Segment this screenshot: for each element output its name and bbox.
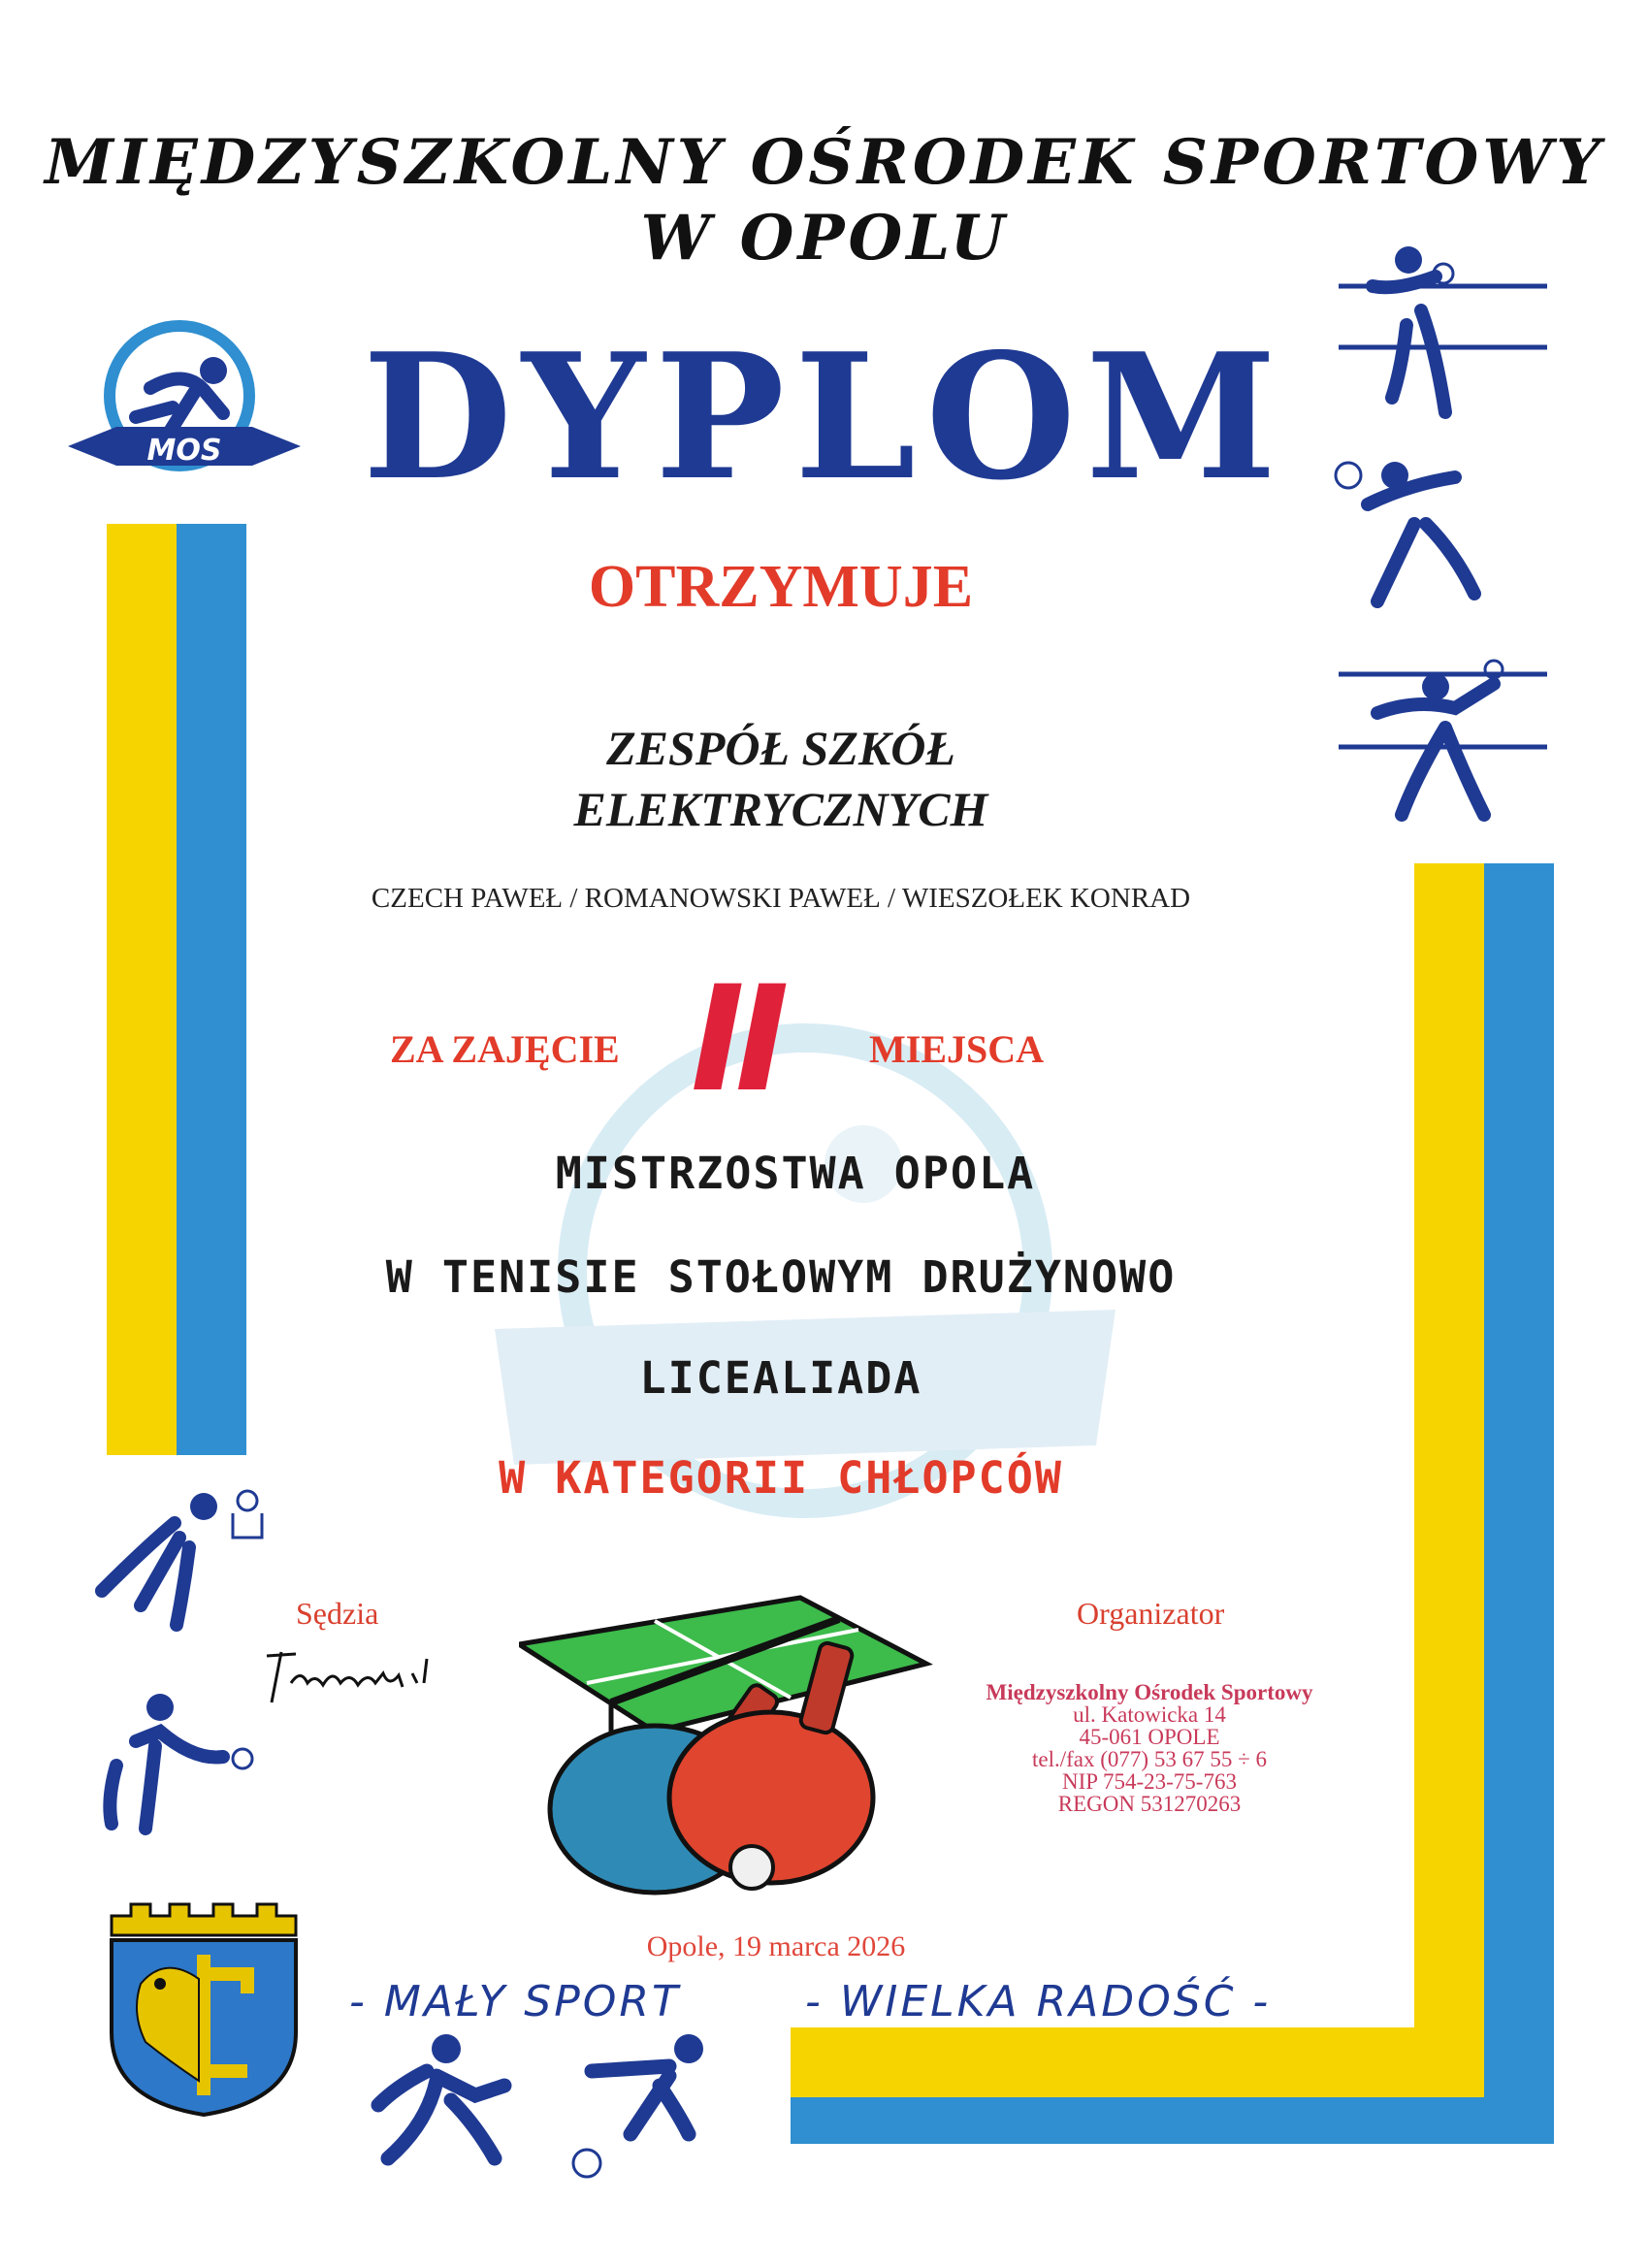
- sport-figures-left: [87, 1479, 281, 1867]
- stamp-line: Międzyszkolny Ośrodek Sportowy: [986, 1680, 1313, 1704]
- stamp-line: tel./fax (077) 53 67 55 ÷ 6: [1032, 1747, 1267, 1771]
- event-line4: W KATEGORII CHŁOPCÓW: [499, 1452, 1063, 1504]
- table-tennis-illustration: [519, 1576, 985, 1906]
- event-line2: W TENISIE STOŁOWYM DRUŻYNOWO: [385, 1251, 1177, 1303]
- issue-date: Opole, 19 marca 2026: [646, 1930, 906, 1962]
- ball-player-figure-icon: [563, 2027, 728, 2183]
- placement-place: II: [691, 956, 780, 1124]
- stamp-line: 45-061 OPOLE: [1079, 1725, 1220, 1749]
- bottom-blue-stripe: [791, 2097, 1554, 2144]
- header-line1: MIĘDZYSZKOLNY OŚRODEK SPORTOWY: [45, 126, 1604, 199]
- school-line1: ZESPÓŁ SZKÓŁ: [606, 721, 955, 775]
- sport-figures-right: [1329, 233, 1562, 854]
- stamp-line: REGON 531270263: [1057, 1792, 1242, 1816]
- placement-prefix: ZA ZAJĘCIE: [390, 1027, 620, 1071]
- team-members: CZECH PAWEŁ / ROMANOWSKI PAWEŁ / WIESZOŁEK KONRAD: [371, 883, 1191, 914]
- event-line1: MISTRZOSTWA OPOLA: [555, 1148, 1036, 1199]
- mos-logo-text: MOS: [146, 434, 222, 468]
- stamp-line: NIP 754-23-75-763: [1062, 1769, 1237, 1794]
- left-blue-stripe: [177, 524, 246, 1455]
- school-line2: ELEKTRYCZNYCH: [573, 782, 988, 836]
- judge-signature: [257, 1644, 470, 1712]
- left-yellow-stripe: [107, 524, 177, 1455]
- judge-label: Sędzia: [296, 1596, 379, 1631]
- placement-suffix: MIEJSCA: [869, 1027, 1045, 1071]
- stamp-line: ul. Katowicka 14: [1073, 1702, 1226, 1727]
- diploma-title: DYPLOM: [362, 315, 1287, 518]
- event-line3: LICEALIADA: [639, 1352, 922, 1404]
- slogan-right: - WIELKA RADOŚĆ -: [805, 1977, 1272, 2026]
- receives-label: OTRZYMUJE: [588, 554, 974, 620]
- header-line2: W OPOLU: [640, 202, 1009, 275]
- slogan-left: - MAŁY SPORT: [349, 1977, 681, 2026]
- opole-coat-of-arms-icon: [102, 1896, 306, 2120]
- right-yellow-stripe: [1414, 863, 1484, 2027]
- organizer-stamp: [970, 1681, 1329, 1815]
- bottom-yellow-stripe: [791, 2027, 1484, 2097]
- runner-figure-icon: [359, 2027, 524, 2173]
- organizer-label: Organizator: [1077, 1596, 1225, 1631]
